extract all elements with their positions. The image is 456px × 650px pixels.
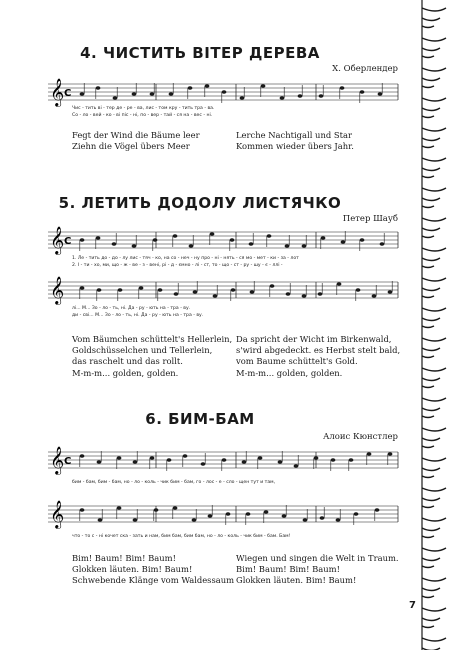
lyrics-line-4-1: Чис - тить ві - тер де - ре - ва, лис - том кру - тить тра - ва.	[72, 106, 215, 111]
note-head	[360, 238, 365, 242]
song-title-6: 6. БИМ-БАМ	[145, 410, 255, 428]
note-head	[210, 232, 215, 236]
note-head	[183, 454, 188, 458]
note-head	[282, 514, 287, 518]
note-head	[298, 94, 303, 98]
note-head	[341, 240, 346, 244]
note-head	[117, 506, 122, 510]
lyrics-line-6-1: бим - бам, бим - бам, но - ло - коль - чик бим - бам, го - лос - е - сло - щен тут и там,	[72, 480, 276, 485]
verse-line: Da spricht der Wicht im Birkenwald,	[236, 334, 392, 344]
note-head	[188, 86, 193, 90]
note-head	[321, 236, 326, 240]
ornament-curl	[422, 308, 446, 328]
treble-clef-icon: 𝄞	[50, 446, 65, 474]
ornament-curl	[422, 368, 446, 388]
ornament-curl	[422, 278, 446, 298]
note-head	[96, 86, 101, 90]
ornament-curl	[422, 8, 446, 28]
note-head	[201, 462, 206, 466]
note-head	[97, 288, 102, 292]
note-head	[117, 456, 122, 460]
verse-line: Ziehn die Vögel übers Meer	[72, 141, 190, 152]
note-head	[258, 456, 263, 460]
note-head	[280, 96, 285, 100]
verse-line: Kommen wieder übers Jahr.	[236, 141, 354, 152]
music-staff-5a	[46, 226, 402, 256]
ornament-curl	[422, 458, 446, 478]
note-head	[388, 452, 393, 456]
song-title-5: 5. ЛЕТИТЬ ДОДОЛУ ЛИСТЯЧКО	[58, 194, 342, 212]
note-head	[380, 242, 385, 246]
verse-6-1	[72, 553, 234, 587]
note-head	[367, 452, 372, 456]
note-head	[267, 234, 272, 238]
note-head	[222, 90, 227, 94]
verse-line: Lerche Nachtigall und Star	[236, 130, 352, 140]
note-head	[80, 286, 85, 290]
ornament-border	[402, 0, 456, 650]
note-head	[222, 458, 227, 462]
music-staff-4	[46, 78, 402, 108]
note-head	[261, 84, 266, 88]
note-head	[154, 508, 159, 512]
music-staff-6a	[46, 446, 402, 476]
lyrics-line-5-1: 1. Ле - тить до - до - лу лис - тяч - ко, на со - неч - ну про - ні - нять - ся мо - мет - ки - за - лот	[72, 256, 299, 261]
note-head	[360, 90, 365, 94]
note-head	[189, 244, 194, 248]
ornament-curl	[422, 428, 446, 448]
note-head	[264, 510, 269, 514]
note-head	[80, 92, 85, 96]
note-head	[294, 464, 299, 468]
ornament-curl	[422, 218, 446, 238]
treble-clef-icon: 𝄞	[50, 276, 65, 304]
composer-4: Х. Оберлендер	[332, 64, 398, 74]
note-head	[331, 458, 336, 462]
ornament-curl	[422, 488, 446, 508]
note-head	[375, 508, 380, 512]
ornament-curl	[422, 608, 446, 628]
verse-line: Bim! Baum! Bim! Baum!	[236, 564, 340, 575]
note-head	[246, 512, 251, 516]
verse-line: M-m-m... golden, golden.	[236, 367, 343, 378]
note-head	[242, 460, 247, 464]
treble-clef-icon: 𝄞	[50, 226, 65, 254]
lyrics-line-5-2: 2. І - ти - хо, ми, що - ж - ве - з - вені, рі - д - ємно - лі - ст, то - що - ст - ру - шу - є - ллі -	[72, 263, 283, 268]
svg-text:C: C	[64, 236, 72, 247]
lyrics-line-5-3: лі... М... Зо - ло - ть, ні. Да - ру - ють на - тра - ву.	[72, 306, 191, 311]
note-head	[133, 518, 138, 522]
note-head	[150, 92, 155, 96]
note-head	[302, 244, 307, 248]
note-head	[118, 288, 123, 292]
note-head	[231, 288, 236, 292]
ornament-curl	[422, 188, 446, 208]
verse-line: M-m-m... golden, golden.	[72, 367, 179, 378]
note-head	[96, 236, 101, 240]
note-head	[158, 288, 163, 292]
music-staff-6b	[46, 500, 402, 530]
composer-6: Алоис Кюнстлер	[322, 432, 398, 442]
note-head	[356, 288, 361, 292]
note-head	[250, 290, 255, 294]
note-head	[80, 508, 85, 512]
ornament-curl	[422, 398, 446, 418]
note-head	[278, 460, 283, 464]
note-head	[80, 238, 85, 242]
verse-5-1	[72, 334, 232, 379]
note-head	[112, 242, 117, 246]
lyrics-line-6-2: что - то с - ні кочет ска - зать и нам, бим бам, бим бам, но - ло - коль - чик бим - бам. Бам!	[72, 534, 291, 539]
verse-line: vom Baume schüttelt's Gold.	[236, 356, 358, 367]
note-head	[337, 282, 342, 286]
note-head	[270, 284, 275, 288]
note-head	[230, 238, 235, 242]
ornament-curl	[422, 338, 446, 358]
ornament-curl	[422, 248, 446, 268]
ornament-curl	[422, 158, 446, 178]
note-head	[240, 96, 245, 100]
verse-4-1	[72, 130, 200, 152]
note-head	[226, 512, 231, 516]
ornament-curl	[422, 38, 446, 58]
verse-line: Glokken läuten. Bim! Baum!	[236, 575, 357, 586]
note-head	[388, 290, 393, 294]
note-head	[320, 516, 325, 520]
lyrics-line-5-4: ди - сві... М... Зо - ло - ть, ні. Да - ру - ють на - тра - ву.	[72, 313, 204, 318]
note-head	[169, 92, 174, 96]
note-head	[319, 94, 324, 98]
note-head	[302, 294, 307, 298]
verse-6-2	[236, 553, 399, 587]
ornament-curl	[422, 548, 446, 568]
svg-text:C: C	[64, 88, 72, 99]
note-head	[208, 514, 213, 518]
ornament-curl	[422, 98, 446, 118]
verse-line: Bim! Baum! Bim! Baum!	[72, 553, 176, 563]
note-head	[213, 294, 218, 298]
note-head	[80, 454, 85, 458]
note-head	[192, 518, 197, 522]
note-head	[133, 460, 138, 464]
lyrics-line-4-2: Со - ло - вей - ко - ві піс - ні, по - вер - тай - ся на - вес - ні.	[72, 113, 213, 118]
composer-5: Петер Шауб	[342, 214, 398, 224]
note-head	[314, 456, 319, 460]
note-head	[349, 458, 354, 462]
note-head	[193, 290, 198, 294]
verse-line: Vom Bäumchen schüttelt's Hellerlein,	[72, 334, 233, 344]
ornament-curl	[422, 128, 446, 148]
verse-line: Glokken läuten. Bim! Baum!	[72, 564, 193, 575]
note-head	[378, 92, 383, 96]
note-head	[132, 244, 137, 248]
note-head	[174, 292, 179, 296]
music-staff-5b	[46, 276, 402, 306]
note-head	[153, 238, 158, 242]
song-title-4: 4. ЧИСТИТЬ ВІТЕР ДЕРЕВА	[80, 44, 320, 62]
note-head	[318, 292, 323, 296]
treble-clef-icon: 𝄞	[50, 500, 65, 528]
note-head	[113, 96, 118, 100]
verse-line: das raschelt und das rollt.	[72, 356, 183, 367]
ornament-curl	[422, 638, 446, 650]
verse-line: Schwebende Klänge vom Waldessaum	[72, 575, 235, 586]
note-head	[286, 292, 291, 296]
verse-line: Wiegen und singen die Welt in Traum.	[236, 553, 399, 563]
page-number: 7	[409, 600, 416, 611]
verse-4-2	[236, 130, 354, 152]
note-head	[167, 458, 172, 462]
note-head	[97, 460, 102, 464]
note-head	[303, 518, 308, 522]
verse-line: s'wird abgedeckt. es Herbst stelt bald,	[236, 345, 401, 356]
svg-text:C: C	[64, 456, 72, 467]
note-head	[336, 518, 341, 522]
note-head	[354, 512, 359, 516]
verse-line: Goldschüsselchen und Tellerlein,	[72, 345, 213, 356]
note-head	[249, 242, 254, 246]
verse-5-2	[236, 334, 400, 379]
ornament-curl	[422, 518, 446, 538]
note-head	[98, 518, 103, 522]
note-head	[340, 86, 345, 90]
note-head	[372, 294, 377, 298]
note-head	[285, 244, 290, 248]
ornament-curl	[422, 578, 446, 598]
ornament-curl	[422, 68, 446, 88]
note-head	[132, 92, 137, 96]
note-head	[205, 84, 210, 88]
verse-line: Fegt der Wind die Bäume leer	[72, 130, 200, 140]
note-head	[139, 286, 144, 290]
treble-clef-icon: 𝄞	[50, 78, 65, 106]
note-head	[173, 506, 178, 510]
note-head	[173, 234, 178, 238]
note-head	[150, 456, 155, 460]
